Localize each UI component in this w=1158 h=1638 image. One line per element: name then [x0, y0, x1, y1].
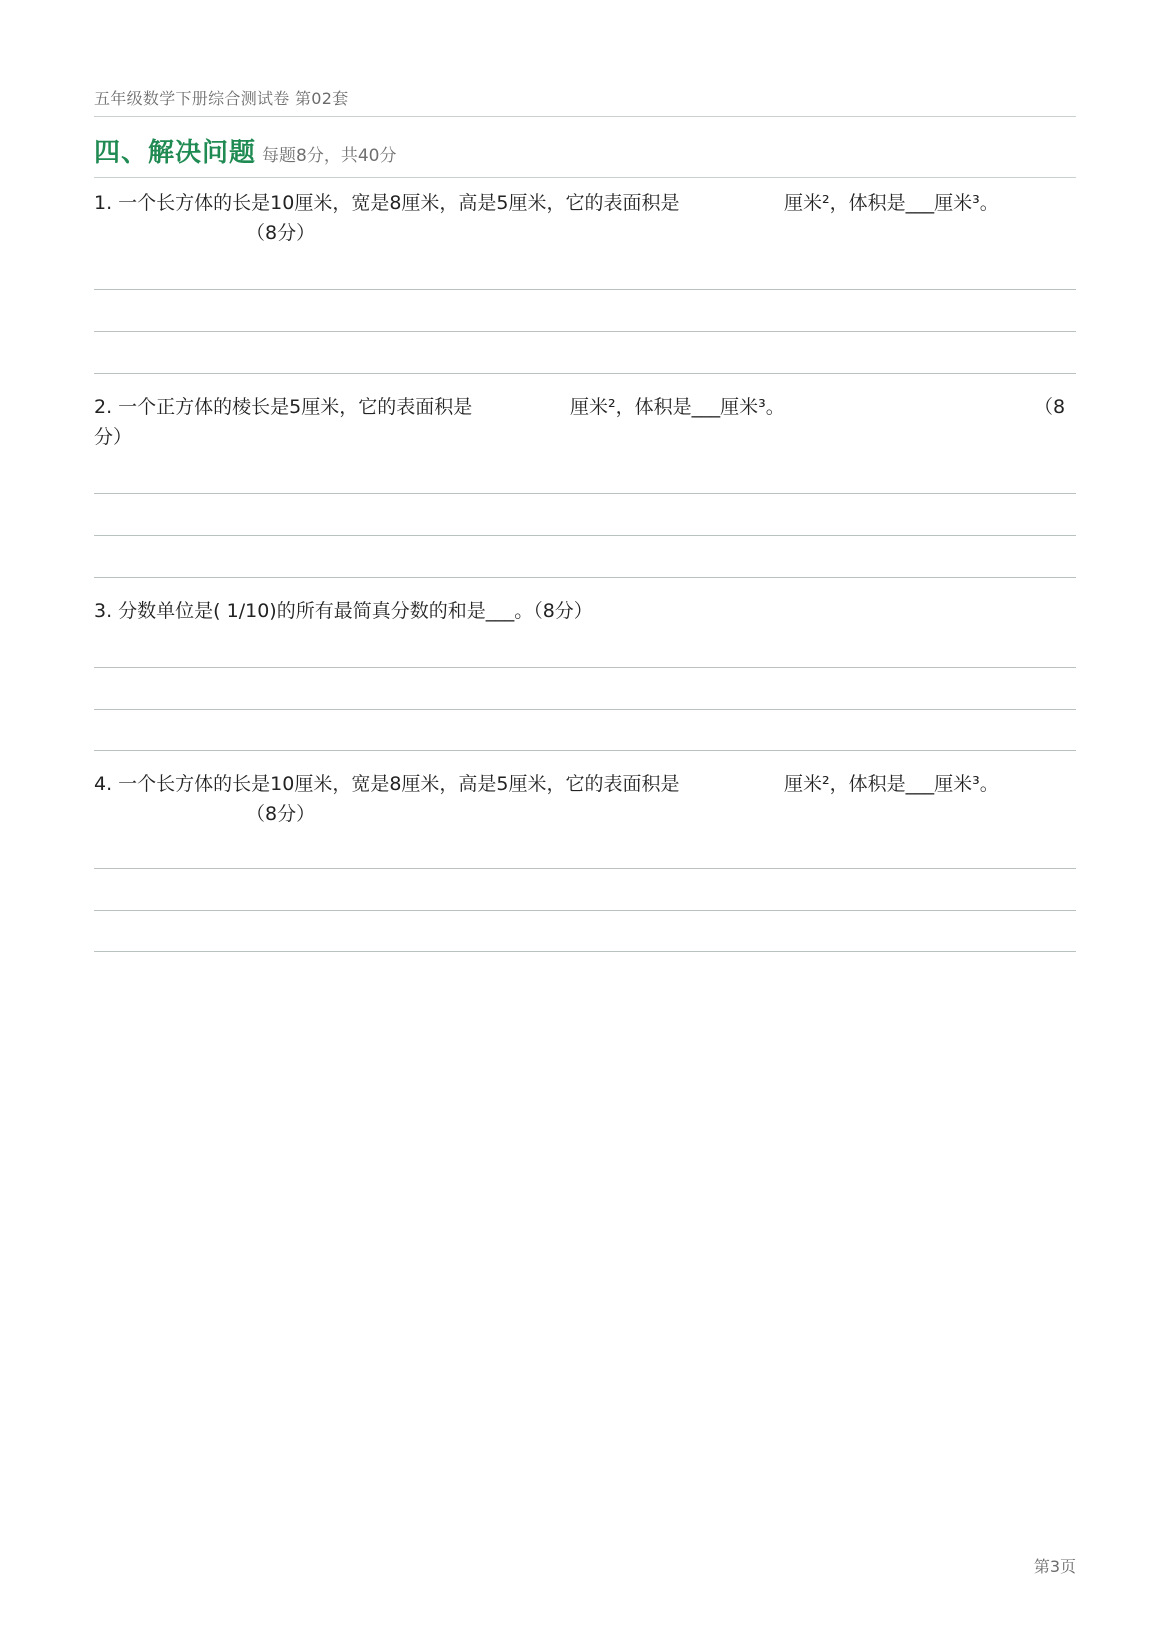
question-4-text: 4. 一个长方体的长是10厘米，宽是8厘米，高是5厘米，它的表面积是: [94, 773, 680, 795]
answer-line[interactable]: [94, 951, 1076, 952]
question-4: [94, 769, 1076, 829]
answer-line[interactable]: [94, 331, 1076, 332]
question-3: [94, 596, 1076, 626]
exam-page: [94, 0, 1076, 1638]
header-divider: [94, 116, 1076, 117]
answer-line[interactable]: [94, 750, 1076, 751]
exam-header-title: 五年级数学下册综合测试卷 第02套: [94, 89, 349, 108]
answer-line[interactable]: [94, 373, 1076, 374]
answer-line[interactable]: [94, 709, 1076, 710]
question-2-text-continued: 厘米²，体积是___厘米³。: [570, 396, 785, 418]
section-heading: [94, 132, 396, 169]
answer-line[interactable]: [94, 535, 1076, 536]
question-2: [94, 392, 1076, 452]
section-title: 四、解决问题: [94, 138, 257, 168]
answer-line[interactable]: [94, 910, 1076, 911]
answer-line[interactable]: [94, 289, 1076, 290]
answer-line[interactable]: [94, 667, 1076, 668]
question-4-text-continued: 厘米²，体积是___厘米³。: [784, 773, 999, 795]
question-3-text: 3. 分数单位是( 1/10)的所有最简真分数的和是___。（8分）: [94, 600, 593, 622]
question-4-score: （8分）: [246, 803, 316, 825]
question-1-text: 1. 一个长方体的长是10厘米，宽是8厘米，高是5厘米，它的表面积是: [94, 192, 680, 214]
question-2-score-start: （8: [1034, 396, 1066, 418]
question-1: [94, 188, 1076, 248]
section-score-note: 每题8分，共40分: [262, 146, 397, 166]
page-number: 第3页: [1033, 1557, 1076, 1576]
question-2-text: 2. 一个正方体的棱长是5厘米，它的表面积是: [94, 396, 473, 418]
answer-line[interactable]: [94, 868, 1076, 869]
section-divider: [94, 177, 1076, 178]
question-1-text-continued: 厘米²，体积是___厘米³。: [784, 192, 999, 214]
answer-line[interactable]: [94, 577, 1076, 578]
question-2-score-end: 分）: [94, 426, 133, 448]
question-1-score: （8分）: [246, 222, 316, 244]
answer-line[interactable]: [94, 493, 1076, 494]
